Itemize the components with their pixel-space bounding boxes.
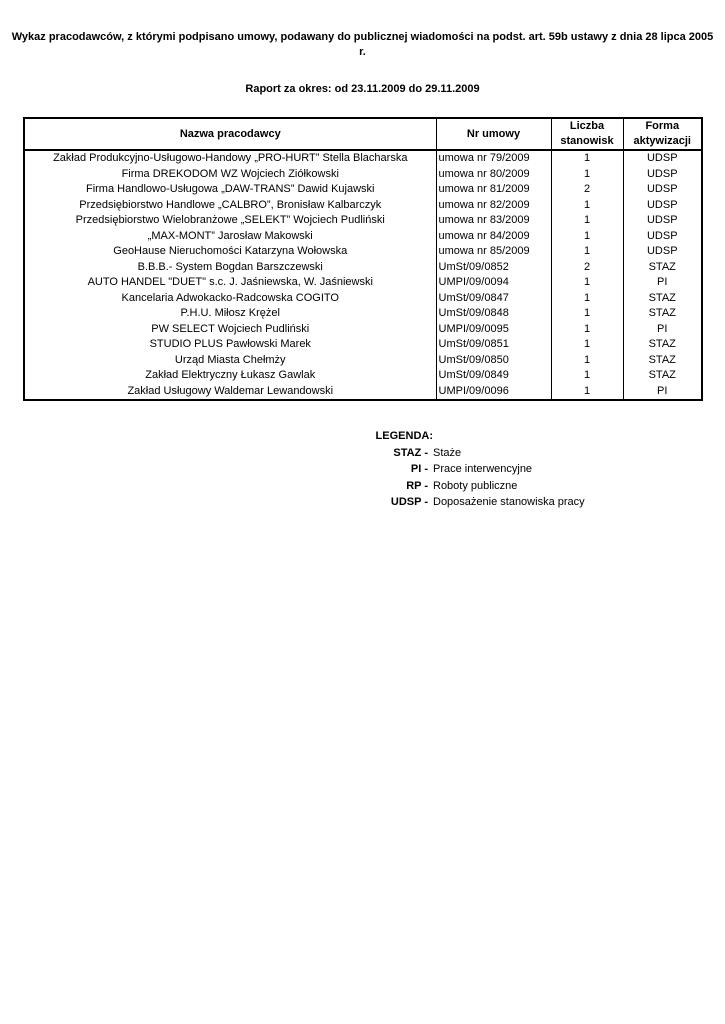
cell-contract-number: UMPI/09/0096	[436, 384, 551, 401]
table-row	[24, 167, 702, 183]
cell-activation-form: UDSP	[623, 213, 702, 229]
report-period: Raport za okres: od 23.11.2009 do 29.11.2009	[245, 83, 480, 95]
cell-employer-name: Zakład Produkcyjno-Usługowo-Handowy „PRO-HURT” Stella Blacharska	[24, 150, 436, 167]
legend-item	[300, 478, 585, 495]
table-row	[24, 213, 702, 229]
cell-employer-name: Firma Handlowo-Usługowa „DAW-TRANS” Dawid Kujawski	[24, 182, 436, 198]
header-positions-count: Liczba stanowisk	[551, 118, 623, 150]
cell-contract-number: umowa nr 84/2009	[436, 229, 551, 245]
legend-item	[300, 494, 585, 511]
cell-employer-name: Zakład Usługowy Waldemar Lewandowski	[24, 384, 436, 401]
cell-contract-number: UmSt/09/0851	[436, 337, 551, 353]
cell-positions-count: 1	[551, 198, 623, 214]
table-row	[24, 353, 702, 369]
cell-contract-number: umowa nr 82/2009	[436, 198, 551, 214]
cell-contract-number: UmSt/09/0852	[436, 260, 551, 276]
legend-item	[300, 461, 585, 478]
cell-employer-name: PW SELECT Wojciech Pudliński	[24, 322, 436, 338]
cell-contract-number: UmSt/09/0849	[436, 368, 551, 384]
cell-contract-number: UMPI/09/0095	[436, 322, 551, 338]
cell-positions-count: 1	[551, 275, 623, 291]
cell-positions-count: 1	[551, 167, 623, 183]
cell-contract-number: umowa nr 85/2009	[436, 244, 551, 260]
table-header-row	[24, 118, 702, 150]
legend-code: UDSP -	[390, 496, 428, 508]
cell-activation-form: STAZ	[623, 306, 702, 322]
cell-positions-count: 1	[551, 368, 623, 384]
cell-positions-count: 1	[551, 384, 623, 401]
legend	[300, 428, 585, 511]
table-row	[24, 198, 702, 214]
cell-activation-form: STAZ	[623, 291, 702, 307]
cell-activation-form: PI	[623, 275, 702, 291]
cell-positions-count: 1	[551, 353, 623, 369]
table-row	[24, 182, 702, 198]
header-employer-name: Nazwa pracodawcy	[24, 118, 436, 150]
table-row	[24, 384, 702, 401]
table-row	[24, 322, 702, 338]
cell-contract-number: UmSt/09/0850	[436, 353, 551, 369]
page-title: Wykaz pracodawców, z którymi podpisano umowy, podawany do publicznej wiadomości na podst. art. 59b ustawy z dnia 28 lipca 2005 r.	[11, 31, 714, 58]
cell-employer-name: Przedsiębiorstwo Handlowe „CALBRO”, Bronisław Kalbarczyk	[24, 198, 436, 214]
legend-code: PI -	[410, 463, 428, 475]
cell-positions-count: 1	[551, 306, 623, 322]
table-row	[24, 150, 702, 167]
header-contract-number: Nr umowy	[436, 118, 551, 150]
cell-employer-name: Kancelaria Adwokacko-Radcowska COGITO	[24, 291, 436, 307]
cell-contract-number: umowa nr 80/2009	[436, 167, 551, 183]
table-row	[24, 306, 702, 322]
cell-activation-form: UDSP	[623, 182, 702, 198]
legend-description: Prace interwencyjne	[433, 463, 533, 475]
cell-employer-name: GeoHause Nieruchomości Katarzyna Wołowska	[24, 244, 436, 260]
legend-title: LEGENDA:	[375, 430, 433, 442]
cell-activation-form: UDSP	[623, 244, 702, 260]
employers-table	[23, 117, 703, 401]
cell-contract-number: umowa nr 79/2009	[436, 150, 551, 167]
cell-activation-form: UDSP	[623, 229, 702, 245]
table-row	[24, 291, 702, 307]
cell-activation-form: STAZ	[623, 260, 702, 276]
table-row	[24, 244, 702, 260]
cell-employer-name: Zakład Elektryczny Łukasz Gawlak	[24, 368, 436, 384]
legend-description: Doposażenie stanowiska pracy	[433, 496, 585, 508]
cell-contract-number: UMPI/09/0094	[436, 275, 551, 291]
table-row	[24, 368, 702, 384]
cell-employer-name: P.H.U. Miłosz Krężel	[24, 306, 436, 322]
cell-positions-count: 1	[551, 150, 623, 167]
cell-employer-name: Urząd Miasta Chełmży	[24, 353, 436, 369]
cell-activation-form: PI	[623, 384, 702, 401]
cell-employer-name: „MAX-MONT” Jarosław Makowski	[24, 229, 436, 245]
cell-contract-number: UmSt/09/0848	[436, 306, 551, 322]
cell-positions-count: 2	[551, 182, 623, 198]
cell-employer-name: AUTO HANDEL "DUET" s.c. J. Jaśniewska, W. Jaśniewski	[24, 275, 436, 291]
cell-contract-number: UmSt/09/0847	[436, 291, 551, 307]
cell-activation-form: UDSP	[623, 150, 702, 167]
legend-description: Roboty publiczne	[433, 479, 518, 492]
cell-activation-form: PI	[623, 322, 702, 338]
cell-employer-name: B.B.B.- System Bogdan Barszczewski	[24, 260, 436, 276]
cell-contract-number: umowa nr 81/2009	[436, 182, 551, 198]
legend-code: RP -	[406, 479, 428, 492]
header-activation-form: Forma aktywizacji	[623, 118, 702, 150]
table-row	[24, 260, 702, 276]
cell-positions-count: 1	[551, 291, 623, 307]
cell-positions-count: 2	[551, 260, 623, 276]
cell-contract-number: umowa nr 83/2009	[436, 213, 551, 229]
cell-employer-name: STUDIO PLUS Pawłowski Marek	[24, 337, 436, 353]
cell-positions-count: 1	[551, 322, 623, 338]
cell-activation-form: UDSP	[623, 198, 702, 214]
cell-activation-form: UDSP	[623, 167, 702, 183]
cell-positions-count: 1	[551, 244, 623, 260]
table-row	[24, 229, 702, 245]
legend-code: STAZ -	[393, 446, 428, 459]
cell-employer-name: Firma DREKODOM WZ Wojciech Ziółkowski	[24, 167, 436, 183]
table-row	[24, 337, 702, 353]
cell-positions-count: 1	[551, 213, 623, 229]
cell-activation-form: STAZ	[623, 368, 702, 384]
cell-employer-name: Przedsiębiorstwo Wielobranżowe „SELEKT” Wojciech Pudliński	[24, 213, 436, 229]
cell-positions-count: 1	[551, 337, 623, 353]
legend-item	[300, 445, 585, 462]
cell-positions-count: 1	[551, 229, 623, 245]
legend-description: Staże	[433, 446, 462, 459]
cell-activation-form: STAZ	[623, 337, 702, 353]
cell-activation-form: STAZ	[623, 353, 702, 369]
table-row	[24, 275, 702, 291]
